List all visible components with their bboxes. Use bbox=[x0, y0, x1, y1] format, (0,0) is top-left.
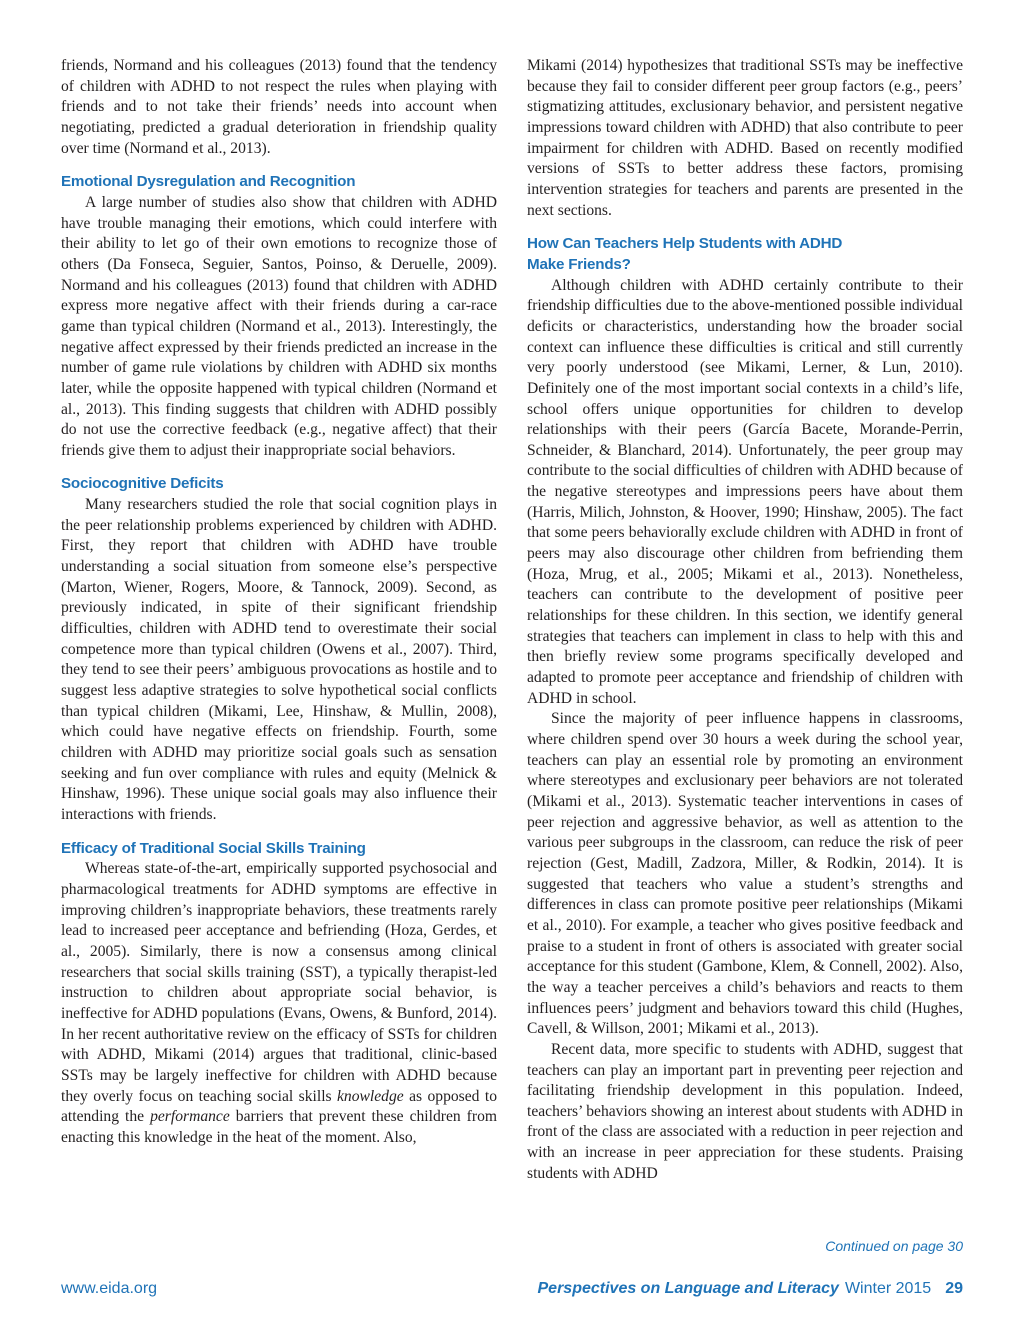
paragraph-recent-data: Recent data, more specific to students with ADHD, suggest that teachers can play an important part in preventing peer rejection and facilitating friendship development in this population. Indeed, teachers’ behaviors showing an interest about students with ADHD in front of the class are associated with a reduction in peer rejection and with an increase in peer appreciation for these students. Praising students with ADHD bbox=[527, 1040, 963, 1182]
paragraph-emotional-dysregulation: A large number of studies also show that children with ADHD have trouble managing their emotions, which could interfere with their ability to let go of their own emotions to recognize those of others (Da Fonseca, Seguier, Santos, Poinso, & Deruelle, 2009). Normand and his colleagues (2013) found that children with ADHD express more negative affect with their friends during a car-race game than typical children (Normand et al., 2013). Interestingly, the negative affect expressed by their friends predicted an increase in the number of game rule violations by children with ADHD six months later, while the opposite happened with typical children (Normand et al., 2013). This finding suggests that children with ADHD possibly do not use the corrective feedback (e.g., negative affect) that their friends give them to adjust their inappropriate social behaviors. bbox=[61, 193, 497, 459]
paragraph-classroom-influence: Since the majority of peer influence happens in classrooms, where children spend over 30 hours a week during the school year, teachers can play an essential role by promoting an environment where stereotypes and exclusionary peer behaviors are not tolerated (Mikami et al., 2013). Systematic teacher interventions in cases of peer rejection and aggressive behavior, as well as attention to the various peer subgroups in the classroom, can reduce the risk of peer rejection (Gest, Madill, Zadzora, Miller, & Rodkin, 2014). It is suggested that teachers who value a student’s strengths and differences in class can promote positive peer relationships (Mikami et al., 2010). For example, a teacher who gives positive feedback and praise to a student in front of others is associated with greater social acceptance for this student (Gambone, Klem, & Connell, 2002). Also, the way a teacher perceives a child’s behaviors and reacts to them influences peers’ judgment and behaviors toward this child (Hughes, Cavell, & Willson, 2001; Mikami et al., 2013). bbox=[527, 710, 963, 1038]
paragraph-efficacy-sst-part-b: as opposed to attending the bbox=[61, 1087, 497, 1126]
page-footer bbox=[61, 1280, 963, 1302]
right-column bbox=[527, 56, 963, 1184]
emphasis-performance: performance bbox=[150, 1108, 230, 1126]
footer-issue: Winter 2015 bbox=[844, 1280, 932, 1297]
heading-teachers-help-line1: How Can Teachers Help Students with ADHD bbox=[527, 235, 843, 253]
heading-efficacy-sst: Efficacy of Traditional Social Skills Training bbox=[61, 839, 366, 857]
heading-teachers-help bbox=[527, 234, 963, 275]
paragraph-efficacy-sst-part-a: Whereas state-of-the-art, empirically supported psychosocial and pharmacological treatments for ADHD symptoms are effective in improving children’s inappropriate behaviors, these treatments rarely lead to increased peer acceptance and befriending (Hoza, Gerdes, et al., 2005). Similarly, there is now a consensus among clinical researchers that social skills training (SST), a typically therapist-led instruction to children about appropriate social behavior, is ineffective for ADHD populations (Evans, Owens, & Bunford, 2014). In her recent authoritative review on the efficacy of SSTs for children with ADHD, Mikami (2014) argues that traditional, clinic-based SSTs may be largely ineffective for children with ADHD because they overly focus on teaching social skills bbox=[61, 860, 497, 1105]
continued-on-page-link[interactable]: Continued on page 30 bbox=[825, 1238, 963, 1254]
footer-website-link[interactable]: www.eida.org bbox=[61, 1280, 158, 1297]
footer-journal-info bbox=[538, 1280, 964, 1298]
paragraph-mikami-hypothesis: Mikami (2014) hypothesizes that traditional SSTs may be ineffective because they fail to consider different peer group factors (e.g., peers’ stigmatizing attitudes, exclusionary behavior, and persistent negative impressions toward children with ADHD) that also contribute to peer impairment for children with ADHD. Based on recently modified versions of SSTs to better address these factors, promising intervention strategies for teachers and parents are presented in the next sections. bbox=[527, 57, 963, 219]
heading-teachers-help-line2: Make Friends? bbox=[527, 255, 631, 273]
paragraph-friendship-quality: friends, Normand and his colleagues (2013) found that the tendency of children with ADHD to not respect the rules when playing with friends and to not take their friends’ needs into account when negotiating, predicted a gradual deterioration in friendship quality over time (Normand et al., 2013). bbox=[61, 57, 497, 157]
heading-emotional-dysregulation: Emotional Dysregulation and Recognition bbox=[61, 173, 356, 191]
paragraph-sociocognitive-deficits: Many researchers studied the role that social cognition plays in the peer relationship problems experienced by children with ADHD. First, they report that children with ADHD have trouble understanding a social situation from someone else’s perspective (Marton, Wiener, Rogers, Moore, & Tannock, 2009). Second, as previously indicated, in spite of their significant friendship difficulties, children with ADHD tend to overestimate their social competence more than typical children (Owens et al., 2007). Third, they tend to see their peers’ ambiguous provocations as hostile and to suggest less adaptive strategies to solve hypothetical social conflicts than typical children (Mikami, Lee, Hinshaw, & Mullin, 2008), which could have negative effects on friendship. Fourth, some children with ADHD may prioritize social goals such as sensation seeking and fun over compliance with rules and equity (Melnick & Hinshaw, 1996). These unique social goals may also influence their interactions with friends. bbox=[61, 496, 497, 823]
paragraph-efficacy-sst bbox=[61, 859, 497, 1148]
paragraph-social-context: Although children with ADHD certainly contribute to their friendship difficulties due to the above-mentioned possible individual deficits or characteristics, understanding how the broader social context can influence these difficulties is critical and still currently very poorly understood (see Mikami, Lerner, & Lun, 2010). Definitely one of the most important social contexts in a child’s life, school offers unique opportunities for children to develop relationships with their peers (García Bacete, Morande-Perrin, Schneider, & Blanchard, 2014). Unfortunately, the peer group may contribute to the social difficulties of children with ADHD because of the negative stereotypes and impressions peers have about them (Harris, Milich, Johnston, & Hoover, 1990; Hinshaw, 2005). The fact that some peers behaviorally exclude children with ADHD in front of peers may also discourage other children from befriending them (Hoza, Mrug, et al., 2005; Mikami et al., 2013). Nonetheless, teachers can contribute to the development of positive peer relationships for these children. In this section, we identify general strategies that teachers can implement in class to help with this and then briefly review some programs specifically developed and adapted to promote peer acceptance and friendship of children with ADHD in school. bbox=[527, 276, 963, 707]
heading-sociocognitive-deficits: Sociocognitive Deficits bbox=[61, 475, 224, 493]
footer-page-number: 29 bbox=[945, 1280, 963, 1297]
footer-journal-title: Perspectives on Language and Literacy bbox=[537, 1280, 839, 1297]
emphasis-knowledge: knowledge bbox=[337, 1087, 404, 1105]
left-column bbox=[61, 56, 497, 1148]
paragraph-efficacy-sst-part-c: barriers that prevent these children from enacting this knowledge in the heat of the moment. Also, bbox=[61, 1108, 497, 1146]
